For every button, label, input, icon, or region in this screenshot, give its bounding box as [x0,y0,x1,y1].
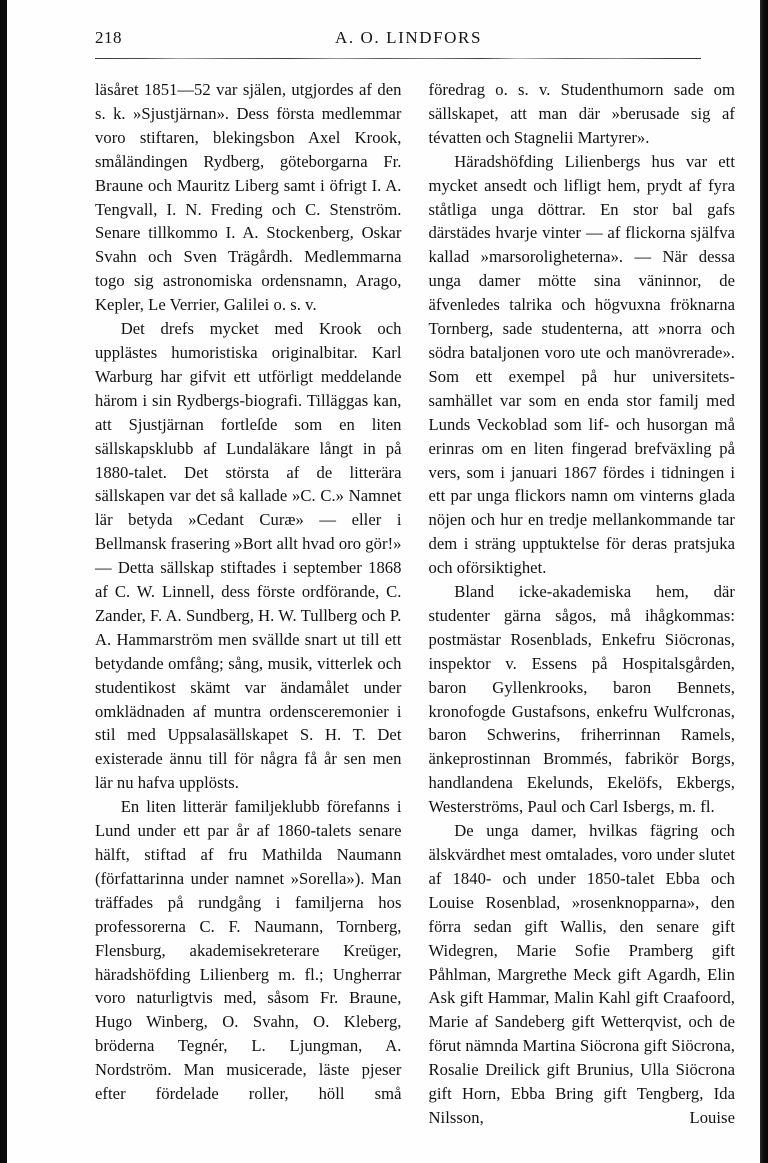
paragraph: läsåret 1851—52 var själen, utgjordes af den s. k. »Sjustjärnan». Dess första medlemmar voro stiftaren, blekingsbon Axel Krook, småländingen Rydberg, göteborgarna Fr. Braune och Mauritz Liberg samt i öfrigt I. A. Tengvall, I. N. Freding och C. Stenström. Senare tillkommo I. A. Stockenberg, Oskar Svahn och Sven Trägårdh. Medlemmarna togo sig astronomiska ordensnamn, Arago, Kepler, Le Verrier, Galilei o. s. v. [95,80,402,315]
paragraph: Bland icke-akademiska hem, där studenter gärna sågos, må ihågkommas: postmästar Rosenblads, Enkefru Siöcronas, inspektor v. Essens på Hospitalsgården, baron Gyllenkrooks, baron Bennets, kronofogde Gustafsons, enkefru Wulfcronas, baron Schwerins, friherrinnan Ramels, änkeprostinnan Brommés, fabrikör Borgs, handlandena Ekelunds, Ekelöfs, Ekbergs, Westerströms, Paul och Carl Isbergs, m. fl. [428,582,735,817]
column-left [95,78,402,1130]
paragraph: Det drefs mycket med Krook och upplästes humoristiska originalbitar. Karl Warburg har gifvit ett utförligt meddelande härom i sin Rydbergs-biografi. Tilläggas kan, att Sjustjärnan fortleſde som en liten sällskapsklubb af Lundaläkare långt in på 1880-talet. Det största af de litterära sällskapen var det så kallade »C. C.» Namnet lär betyda »Cedant Curæ» — eller i Bellmansk frasering »Bort allt hvad oro gör!» — Detta sällskap stiftades i september 1868 af C. W. Linnell, dess förste ordförande, C. Zander, F. A. Sundberg, H. W. Tullberg och P. A. Hammarström men svällde snart ut till ett betydande omfång; sång, musik, vitterlek och studentikost skämt var ändamålet under omklädnaden af muntra ordensceremonier i stil med Uppsalasällskapet S. H. T. Det existerade ännu till för några få år sen men lär nu hafva upplösts. [95,319,402,793]
page-folio: 218 [95,28,122,47]
scan-edge-left [0,0,7,1163]
running-head-title: A. O. LINDFORS [334,28,483,47]
running-head [95,28,700,52]
header-rule [95,58,701,59]
scan-edge-right [760,0,768,1163]
body-columns [95,78,735,1130]
paragraph: föredrag o. s. v. Studenthumorn sade om sällskapet, att man där »berusade sig af tévatten och Stagnelii Martyrer». [428,80,735,147]
column-right [429,78,736,1130]
paragraph: Häradshöfding Lilienbergs hus var ett mycket ansedt och lifligt hem, prydt af fyra ståtliga unga döttrar. En stor bal gafs därstädes hvarje vinter — af flickorna själfva kallad »marsoroligheterna». — När dessa unga damer mötte sina väninnor, de äfvenledes talrika och högvuxna fröknarna Tornberg, sade studenterna, att »norra och södra bataljonen voro ute och manövrerade». Som ett exempel på hur universitets-samhället var som en enda stor familj med Lunds Veckoblad som lif- och husorgan må erinras om en liten fingerad brefväxling på vers, som i januari 1867 fördes i tidningen i ett par unga flickors namn om vinterns glada nöjen och hur en tredje mellankommande tar dem i sträng upptuktelse för deras pratsjuka och oförsiktighet. [428,151,735,578]
paragraph: De unga damer, hvilkas fägring och älskvärdhet mest omtalades, voro under slutet af 1840- och under 1850-talet Ebba och Louise Rosenblad, »rosenknopparna», den förra sedan gift Wallis, den senare gift Widegren, Marie Sofie Pramberg gift Påhlman, Margrethe Meck gift Agardh, Elin Ask gift Hammar, Malin Kahl gift Craafoord, Marie af Sandeberg gift Wetterqvist, och de förut nämnda Martina Siöcrona gift Siöcrona, Rosalie Dreilick gift Brunius, Ulla Siöcrona gift Horn, Ebba Bring gift Tengberg, Ida Nilsson, Louise [428,821,735,1127]
paragraph: En liten litterär familjeklubb förefanns i Lund under ett par år af 1860-talets senare hälft, stiftad af fru Mathilda Naumann (författarinna under namnet »Sorella»). Man träffades på rundgång i familjerna hos professorerna C. F. Naumann, Tornberg, Flensburg, akademisekreterare Kreüger, häradshöfding Lilienberg m. fl.; Ungherrar voro naturligtvis med, såsom Fr. Braune, Hugo Winberg, O. Svahn, O. Kleberg, bröderna Tegnér, L. Ljungman, A. Nordström. Man musicerade, läste pjeser efter fördelade roller, höll små [95,797,402,1104]
